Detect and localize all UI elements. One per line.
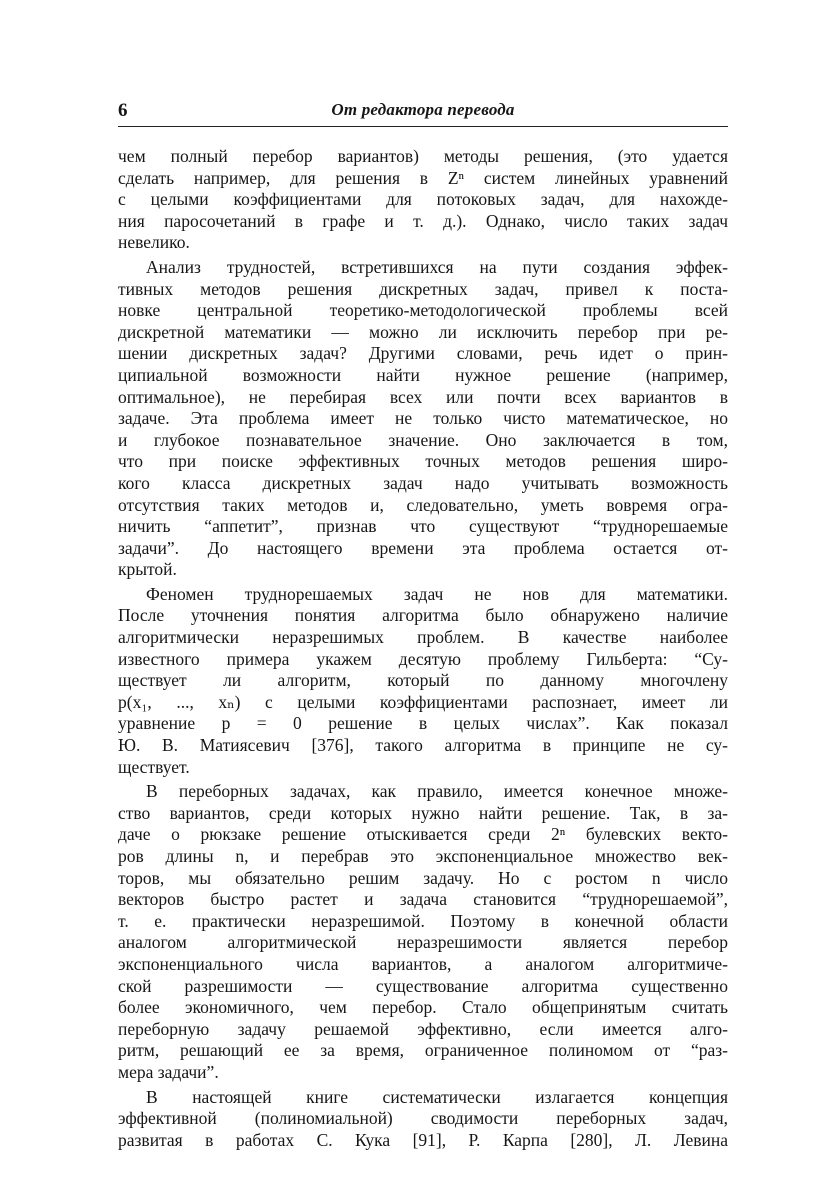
- text-line: ния паросочетаний в графе и т. д.). Однако, число таких задач: [118, 210, 728, 231]
- text-line: задачи”. До настоящего времени эта проблема остается от-: [118, 537, 728, 558]
- text-line: известного примера укажем десятую проблему Гильберта: “Су-: [118, 648, 728, 669]
- text-line: ров длины n, и перебрав это экспоненциальное множество век-: [118, 846, 728, 866]
- paragraph: [118, 1087, 728, 1152]
- text-line: эффективной (полиномиальной) сводимости переборных задач,: [118, 1108, 728, 1129]
- text-line: тивных методов решения дискретных задач, привел к поста-: [118, 278, 728, 299]
- body-text: [118, 146, 728, 1151]
- text-line: ществует ли алгоритм, который по данному многочлену: [118, 670, 728, 691]
- text-line: невелико.: [118, 232, 190, 253]
- text-line: p(x₁, ..., xₙ) с целыми коэффициентами распознает, имеет ли: [118, 691, 728, 712]
- text-line: Анализ трудностей, встретившихся на пути создания эффек-: [146, 256, 728, 277]
- text-line: шении дискретных задач? Другими словами, речь идет о прин-: [118, 343, 728, 364]
- text-line: аналогом алгоритмической неразрешимости является перебор: [118, 932, 728, 953]
- text-line: Феномен труднорешаемых задач не нов для математики.: [146, 583, 728, 604]
- paragraph: [118, 257, 728, 581]
- text-line: оптимальное), не перебирая всех или почти всех вариантов в: [118, 386, 728, 407]
- text-line: кого класса дискретных задач надо учитывать возможность: [118, 472, 728, 493]
- text-line: ской разрешимости — существование алгоритма существенно: [118, 975, 728, 996]
- text-line: новке центральной теоретико-методологической проблемы всей: [118, 300, 728, 321]
- text-line: Ю. В. Матиясевич [376], такого алгоритма в принципе не су-: [118, 735, 728, 756]
- text-line: и глубокое познавательное значение. Оно заключается в том,: [118, 429, 728, 450]
- text-line: алгоритмически неразрешимых проблем. В качестве наиболее: [118, 627, 728, 648]
- text-line: ритм, решающий ее за время, ограниченное полиномом от “раз-: [118, 1040, 728, 1061]
- text-line: с целыми коэффициентами для потоковых задач, для нахожде-: [118, 189, 728, 210]
- running-title: От редактора перевода: [331, 100, 515, 119]
- text-line: крытой.: [118, 559, 177, 580]
- text-line: дискретной математики — можно ли исключить перебор при ре-: [118, 321, 728, 342]
- text-line: даче о рюкзаке решение отыскивается среди 2ⁿ булевских векто-: [118, 824, 728, 845]
- text-line: чем полный перебор вариантов) методы решения, (это удается: [118, 146, 728, 166]
- text-line: ство вариантов, среди которых нужно найти решение. Так, в за-: [118, 802, 728, 823]
- text-line: сделать например, для решения в Zⁿ систем линейных уравнений: [118, 167, 728, 188]
- page-number: 6: [118, 100, 128, 121]
- running-head: [118, 100, 728, 127]
- text-line: что при поиске эффективных точных методов решения широ-: [118, 451, 728, 472]
- text-line: экспоненциального числа вариантов, а аналогом алгоритмиче-: [118, 953, 728, 974]
- text-line: более экономичного, чем перебор. Стало общепринятым считать: [118, 997, 728, 1018]
- text-line: В настоящей книге систематически излагается концепция: [146, 1086, 728, 1107]
- text-line: переборную задачу решаемой эффективно, если имеется алго-: [118, 1018, 728, 1039]
- text-line: мера задачи”.: [118, 1061, 219, 1082]
- text-line: ществует.: [118, 756, 190, 777]
- paragraph: [118, 781, 728, 1083]
- text-line: В переборных задачах, как правило, имеется конечное множе-: [146, 781, 728, 802]
- text-line: т. е. практически неразрешимой. Поэтому в конечной области: [118, 910, 728, 931]
- text-line: развитая в работах С. Кука [91], Р. Карпа [280], Л. Левина: [118, 1129, 728, 1150]
- text-line: ничить “аппетит”, признав что существуют “труднорешаемые: [118, 516, 728, 537]
- text-line: торов, мы обязательно решим задачу. Но с ростом n число: [118, 867, 728, 888]
- text-line: задаче. Эта проблема имеет не только чисто математическое, но: [118, 408, 728, 429]
- paragraph: [118, 146, 728, 254]
- text-line: уравнение p = 0 решение в целых числах”. Как показал: [118, 713, 728, 734]
- text-line: После уточнения понятия алгоритма было обнаружено наличие: [118, 605, 728, 626]
- text-line: векторов быстро растет и задача становится “труднорешаемой”,: [118, 889, 728, 910]
- text-line italic-line: отсутствия таких методов и, следовательно, уметь вовремя огра-: [118, 494, 728, 515]
- text-line: ципиальной возможности найти нужное решение (например,: [118, 364, 728, 385]
- paragraph: [118, 584, 728, 778]
